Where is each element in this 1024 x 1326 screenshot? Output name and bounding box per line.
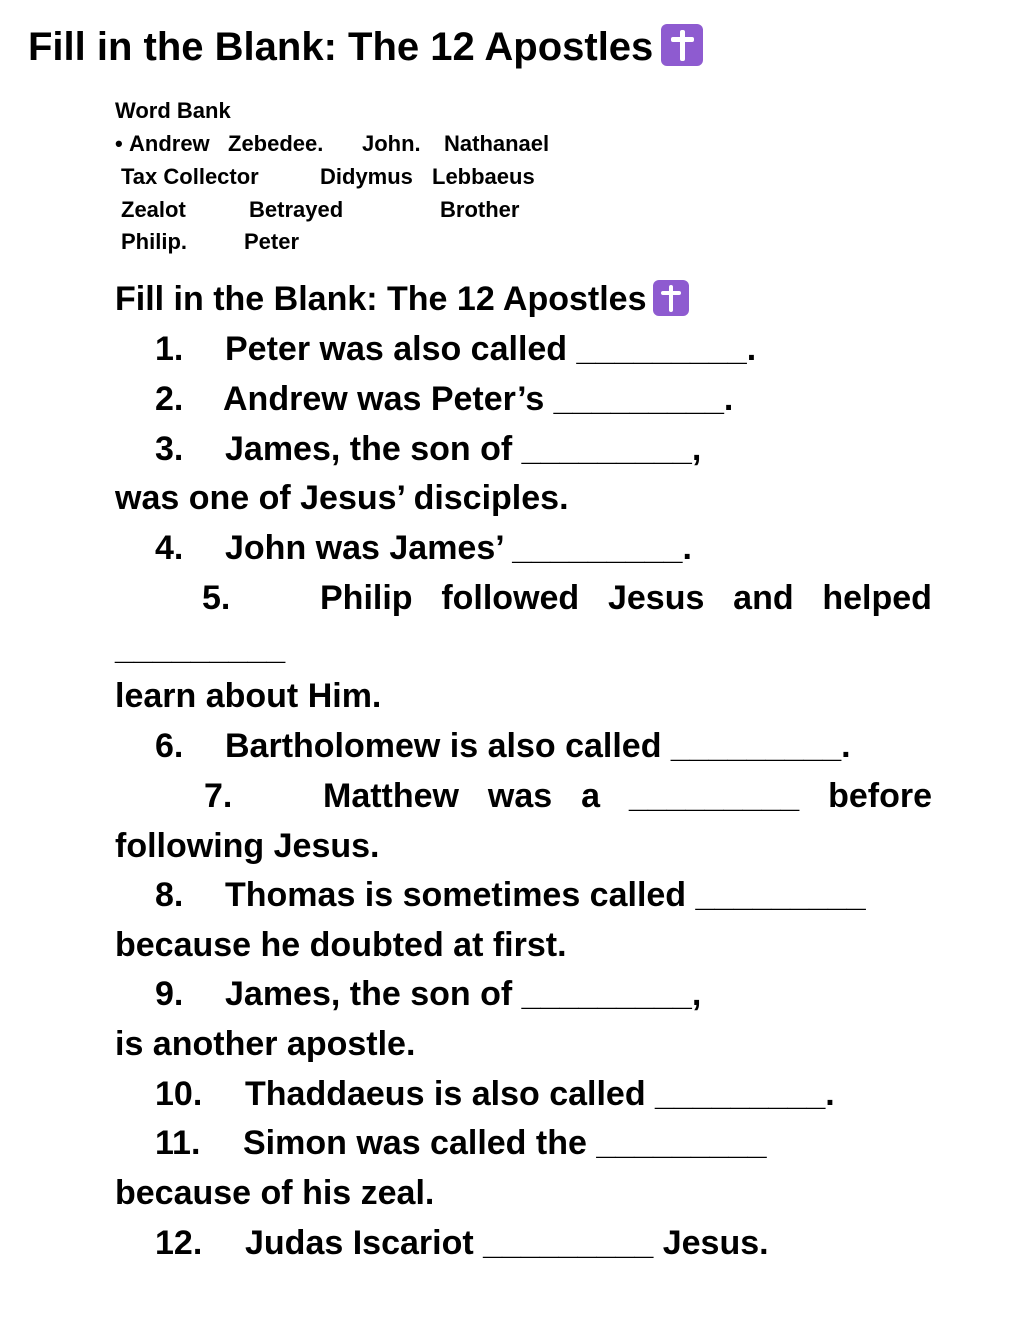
word: Tax Collector bbox=[121, 164, 259, 189]
word: Jesus bbox=[607, 579, 705, 617]
latin-cross-icon bbox=[661, 24, 703, 66]
question-number: 6. bbox=[155, 727, 184, 765]
question-text: James, the son of _________, bbox=[225, 430, 702, 468]
question-number: 5. bbox=[202, 579, 231, 617]
question-continuation: following Jesus. bbox=[115, 827, 380, 865]
question-number: 12. bbox=[155, 1224, 203, 1262]
word: and bbox=[733, 579, 794, 617]
word: Didymus bbox=[320, 164, 413, 189]
word: Betrayed bbox=[249, 197, 344, 222]
question-number: 3. bbox=[155, 430, 184, 468]
word: Zealot bbox=[121, 197, 186, 222]
blank: _________ bbox=[628, 777, 800, 815]
word: Peter bbox=[244, 229, 300, 254]
question-number: 8. bbox=[155, 876, 184, 914]
question-continuation: learn about Him. bbox=[115, 677, 382, 715]
question-text: John was James’ _________. bbox=[225, 529, 692, 567]
question-number: 2. bbox=[155, 380, 184, 418]
blank: _________ bbox=[115, 629, 286, 667]
question-continuation: is another apostle. bbox=[115, 1025, 416, 1063]
question-continuation: because he doubted at first. bbox=[115, 926, 567, 964]
word: a bbox=[581, 777, 601, 815]
question-text: James, the son of _________, bbox=[225, 975, 702, 1013]
question-text bbox=[323, 776, 932, 816]
question-number: 4. bbox=[155, 529, 184, 567]
question-text: Bartholomew is also called _________. bbox=[225, 727, 851, 765]
question-continuation: was one of Jesus’ disciples. bbox=[115, 479, 569, 517]
word: Nathanael bbox=[444, 131, 550, 156]
question-number: 1. bbox=[155, 330, 184, 368]
word-bank-heading: Word Bank bbox=[115, 98, 231, 123]
word: Brother bbox=[440, 197, 520, 222]
word: followed bbox=[441, 579, 580, 617]
question-text: Thaddaeus is also called _________. bbox=[245, 1075, 835, 1113]
word: helped bbox=[822, 579, 932, 617]
question-continuation: because of his zeal. bbox=[115, 1174, 435, 1212]
question-text: Judas Iscariot _________ Jesus. bbox=[245, 1224, 769, 1262]
word: Lebbaeus bbox=[432, 164, 535, 189]
word: Zebedee. bbox=[228, 131, 324, 156]
word: Philip. bbox=[121, 229, 187, 254]
bullet: • bbox=[115, 131, 123, 156]
section-title bbox=[115, 279, 689, 319]
question-number: 10. bbox=[155, 1075, 203, 1113]
question-text: Peter was also called _________. bbox=[225, 330, 757, 368]
word: was bbox=[487, 777, 553, 815]
question-number: 9. bbox=[155, 975, 184, 1013]
question-text: Simon was called the _________ bbox=[243, 1124, 767, 1162]
word: before bbox=[828, 777, 932, 815]
word: Matthew bbox=[323, 777, 459, 815]
latin-cross-icon bbox=[653, 280, 689, 316]
question-number: 7. bbox=[204, 777, 233, 815]
word: Philip bbox=[320, 579, 413, 617]
section-title-text: Fill in the Blank: The 12 Apostles bbox=[115, 280, 647, 318]
question-text bbox=[320, 578, 932, 618]
question-number: 11. bbox=[155, 1124, 201, 1162]
word: John. bbox=[362, 131, 421, 156]
page-title-text: Fill in the Blank: The 12 Apostles bbox=[28, 25, 654, 69]
question-text: Thomas is sometimes called _________ bbox=[225, 876, 866, 914]
word: Andrew bbox=[129, 131, 210, 156]
page-title bbox=[28, 22, 703, 72]
question-text: Andrew was Peter’s _________. bbox=[223, 380, 734, 418]
